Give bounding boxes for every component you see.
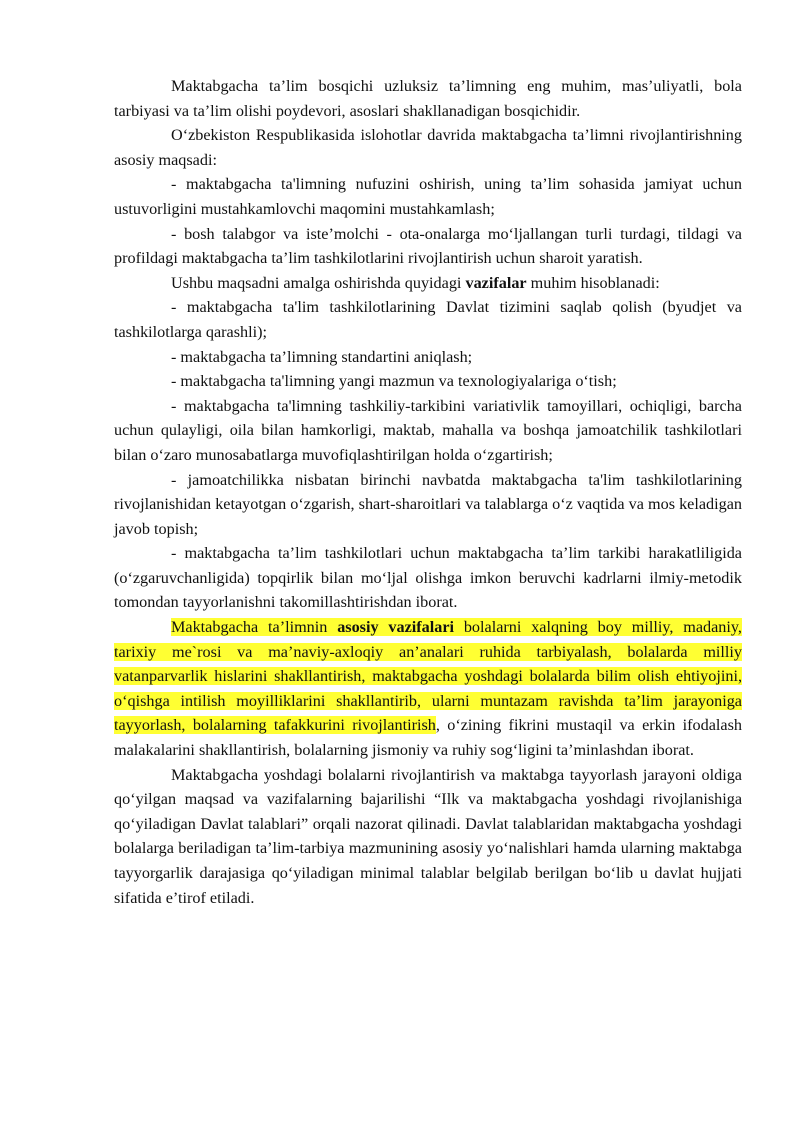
- task-item-4: - maktabgacha ta'limning tashkiliy-tarkibini variativlik tamoyillari, ochiqligi, barcha uchun qulayligi, oila bilan hamkorligi, maktab, mahalla va boshqa jamoatchilik tashkilotlari bilan o‘zaro munosabatlarga muvofiqlashtirilgan holda o‘zgartirish;: [114, 396, 742, 464]
- task-item-6: - maktabgacha ta’lim tashkilotlari uchun maktabgacha ta’lim tarkibi harakatliligida (o‘zgaruvchanligida) topqirlik bilan mo‘ljal olishga imkon beruvchi kadrlarni ilmiy-metodik tomondan tayyorlanishni takomillashtirishdan iborat.: [114, 544, 742, 612]
- tasks-intro-tail: muhim hisoblanadi:: [526, 273, 660, 292]
- state-requirements-paragraph: Maktabgacha yoshdagi bolalarni rivojlantirish va maktabga tayyorlash jarayoni oldiga qo‘yilgan maqsad va vazifalarning bajarilishi “Ilk va maktabgacha yoshdagi rivojlanishiga qo‘yiladigan Davlat talablari” orqali nazorat qilinadi. Davlat talablaridan maktabgacha yoshdagi bolalarga beriladigan ta’lim-tarbiya mazmunining asosiy yo‘nalishlari hamda ularning maktabga tayyorgarlik darajasiga qo‘yiladigan minimal talablar belgilab berilgan bo‘lib u davlat hujjati sifatida e’tirof etiladi.: [114, 765, 742, 907]
- highlighted-text-start: Maktabgacha ta’limnin: [171, 618, 338, 637]
- task-item-3: - maktabgacha ta'limning yangi mazmun va texnologiyalariga o‘tish;: [171, 372, 617, 391]
- main-goal-paragraph: O‘zbekiston Respublikasida islohotlar davrida maktabgacha ta’limni rivojlantirishning asosiy maqsadi:: [114, 126, 742, 169]
- task-item-5: - jamoatchilikka nisbatan birinchi navbatda maktabgacha ta'lim tashkilotlarining rivojlanishidan ketayotgan o‘zgarish, shart-sharoitlari va talablarga o‘z vaqtida va mos keladigan javob topish;: [114, 470, 742, 538]
- tasks-intro-paragraph: [114, 271, 742, 296]
- tasks-keyword: vazifalar: [465, 273, 527, 292]
- goal-item-1: - maktabgacha ta'limning nufuzini oshirish, uning ta’lim sohasida jamiyat uchun ustuvorligini mustahkamlovchi maqomini mustahkamlash;: [114, 175, 742, 218]
- main-tasks-tail: , o‘zining fikrini mustaqil va erkin ifodalash malakalarini shakllantirish, bolalarning jismoniy va ruhiy sog‘ligini ta’minlashdan iborat.: [114, 716, 742, 760]
- tasks-intro-text: Ushbu maqsadni amalga oshirishda quyidagi: [171, 273, 466, 292]
- task-item-1: - maktabgacha ta'lim tashkilotlarining Davlat tizimini saqlab qolish (byudjet va tashkilotlarga qarashli);: [114, 298, 742, 341]
- main-tasks-paragraph: [114, 615, 742, 763]
- goal-item-2: - bosh talabgor va iste’molchi - ota-onalarga mo‘ljallangan turli turdagi, tildagi va profildagi maktabgacha ta’lim tashkilotlarini rivojlantirish uchun sharoit yaratish.: [114, 224, 742, 268]
- main-tasks-keyword: asosiy vazifalari: [337, 618, 455, 637]
- intro-paragraph: Maktabgacha ta’lim bosqichi uzluksiz ta’limning eng muhim, mas’uliyatli, bola tarbiyasi va ta’lim olishi poydevori, asoslari shakllanadigan bosqichidir.: [114, 77, 742, 120]
- highlighted-text-body: bolalarni xalqning boy milliy, madaniy, tarixiy me`rosi va ma’naviy-axloqiy an’analari ruhida tarbiyalash, bolalarda milliy vatanparvarlik hislarini shakllantirish, maktabgacha yoshdagi bolalarda bilim olish ehtiyojini, o‘qishga intilish moyilliklarini shakllantirib, ularni muntazam ravishda ta’lim jarayoniga tayyorlash, bolalarning tafakkurini rivojlantirish: [114, 618, 742, 735]
- document-page: [114, 74, 742, 910]
- task-item-2: - maktabgacha ta’limning standartini aniqlash;: [171, 347, 473, 366]
